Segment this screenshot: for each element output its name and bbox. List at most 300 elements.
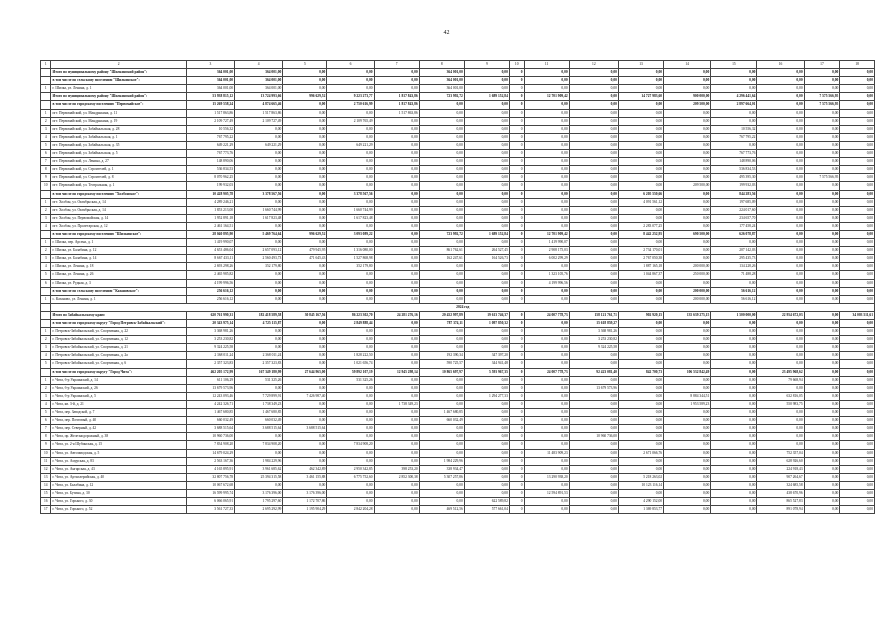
value-cell: 0,00 bbox=[804, 295, 840, 303]
value-cell: 0,00 bbox=[524, 336, 569, 344]
row-number-cell: 1 bbox=[41, 85, 51, 93]
value-cell: 5 218 263,02 bbox=[618, 473, 663, 481]
value-cell: 0,00 bbox=[374, 457, 419, 465]
value-cell: 0,00 bbox=[757, 279, 804, 287]
value-cell: 0,00 bbox=[283, 166, 327, 174]
value-cell: 0,00 bbox=[804, 481, 840, 489]
value-cell: 0,00 bbox=[757, 150, 804, 158]
value-cell: 0 bbox=[509, 150, 524, 158]
table-row bbox=[41, 222, 875, 230]
value-cell: 0,00 bbox=[804, 141, 840, 149]
value-cell: 0,00 bbox=[804, 473, 840, 481]
value-cell: 0,00 bbox=[840, 295, 875, 303]
column-number-header: 7 bbox=[374, 61, 419, 69]
value-cell: 0,00 bbox=[664, 473, 711, 481]
value-cell: 1 517 863,86 bbox=[374, 109, 419, 117]
value-cell: 0,00 bbox=[419, 489, 464, 497]
value-cell: 0,00 bbox=[618, 182, 663, 190]
address-cell: Итого по Забайкальскому краю: bbox=[51, 311, 186, 319]
value-cell: 0,00 bbox=[664, 133, 711, 141]
value-cell: 0,00 bbox=[524, 198, 569, 206]
value-cell: 531 325,26 bbox=[235, 376, 283, 384]
value-cell: 0,00 bbox=[711, 85, 757, 93]
value-cell: 0,00 bbox=[664, 409, 711, 417]
value-cell: 4 242 326,71 bbox=[186, 400, 234, 408]
column-number-header: 3 bbox=[186, 61, 234, 69]
value-cell: 0,00 bbox=[664, 433, 711, 441]
value-cell: 2 283 077,25 bbox=[618, 222, 663, 230]
table-row bbox=[41, 206, 875, 214]
value-cell: 0,00 bbox=[524, 174, 569, 182]
table-row bbox=[41, 158, 875, 166]
value-cell: 7 834 908,20 bbox=[186, 441, 234, 449]
value-cell: 0,00 bbox=[419, 214, 464, 222]
value-cell: 2 461 164,51 bbox=[186, 222, 234, 230]
value-cell: 0,00 bbox=[569, 489, 618, 497]
value-cell: 0,00 bbox=[711, 409, 757, 417]
value-cell: 0 bbox=[509, 85, 524, 93]
column-number-header: 12 bbox=[569, 61, 618, 69]
value-cell: 0,00 bbox=[464, 214, 509, 222]
value-cell: 0,00 bbox=[618, 376, 663, 384]
value-cell: 0,00 bbox=[524, 481, 569, 489]
value-cell: 0,00 bbox=[664, 255, 711, 263]
value-cell: 0,00 bbox=[569, 247, 618, 255]
value-cell: 0,00 bbox=[374, 498, 419, 506]
value-cell: 1 952 891,18 bbox=[186, 214, 234, 222]
value-cell: 1 738 349,23 bbox=[374, 400, 419, 408]
column-number-header: 1 bbox=[41, 61, 51, 69]
value-cell: 0,00 bbox=[840, 473, 875, 481]
value-cell: 0,00 bbox=[569, 190, 618, 198]
value-cell: 0,00 bbox=[374, 506, 419, 514]
value-cell: 0 bbox=[509, 400, 524, 408]
value-cell: 0,00 bbox=[569, 360, 618, 368]
value-cell: 0,00 bbox=[664, 489, 711, 497]
value-cell: 0,00 bbox=[327, 433, 374, 441]
value-cell: 0,00 bbox=[327, 384, 374, 392]
value-cell: 2 734 170,01 bbox=[618, 247, 663, 255]
value-cell: 0,00 bbox=[757, 287, 804, 295]
table-row bbox=[41, 360, 875, 368]
table-row bbox=[41, 247, 875, 255]
value-cell: 0 bbox=[509, 344, 524, 352]
value-cell: 752 357,04 bbox=[757, 449, 804, 457]
table-row bbox=[41, 473, 875, 481]
value-cell: 0,00 bbox=[419, 239, 464, 247]
table-row bbox=[41, 182, 875, 190]
value-cell: 0,00 bbox=[840, 230, 875, 238]
value-cell: 338 934,47 bbox=[419, 465, 464, 473]
value-cell: 5 469 764,64 bbox=[235, 230, 283, 238]
value-cell: 0,00 bbox=[374, 247, 419, 255]
value-cell: 0,00 bbox=[374, 239, 419, 247]
column-number-header: 17 bbox=[804, 61, 840, 69]
value-cell: 0,00 bbox=[804, 150, 840, 158]
value-cell: 0,00 bbox=[374, 77, 419, 85]
value-cell: 0,00 bbox=[618, 392, 663, 400]
value-cell: 0,00 bbox=[464, 77, 509, 85]
value-cell: 86 223 302,70 bbox=[327, 311, 374, 319]
value-cell: 0,00 bbox=[374, 166, 419, 174]
value-cell: 0,00 bbox=[327, 150, 374, 158]
value-cell: 0,00 bbox=[664, 214, 711, 222]
table-row bbox=[41, 69, 875, 77]
value-cell: 0,00 bbox=[711, 328, 757, 336]
table-row bbox=[41, 376, 875, 384]
value-cell: 626 078,87 bbox=[711, 230, 757, 238]
value-cell: 1 660 744,99 bbox=[327, 206, 374, 214]
value-cell: 0 bbox=[509, 190, 524, 198]
value-cell: 0,00 bbox=[711, 433, 757, 441]
value-cell: 0,00 bbox=[618, 344, 663, 352]
value-cell: 10 960 736,00 bbox=[186, 433, 234, 441]
row-number-cell: 10 bbox=[41, 182, 51, 190]
row-number-cell: 6 bbox=[41, 279, 51, 287]
value-cell: 0 bbox=[509, 409, 524, 417]
value-cell: 364 001,00 bbox=[419, 69, 464, 77]
value-cell: 0,00 bbox=[757, 93, 804, 101]
value-cell: 0,00 bbox=[840, 263, 875, 271]
value-cell: 0 bbox=[509, 295, 524, 303]
value-cell: 1 689 152,84 bbox=[464, 93, 509, 101]
value-cell: 0 bbox=[509, 320, 524, 328]
value-cell: 14 727 983,60 bbox=[618, 93, 663, 101]
value-cell: 0,00 bbox=[464, 400, 509, 408]
value-cell: 0,00 bbox=[464, 481, 509, 489]
value-cell: 0,00 bbox=[235, 198, 283, 206]
value-cell: 0,00 bbox=[711, 481, 757, 489]
value-cell: 0,00 bbox=[618, 295, 663, 303]
value-cell: 0,00 bbox=[569, 263, 618, 271]
value-cell: 0,00 bbox=[464, 489, 509, 497]
value-cell: 8 070 962,25 bbox=[186, 174, 234, 182]
value-cell: 0,00 bbox=[327, 295, 374, 303]
row-number-cell: 4 bbox=[41, 222, 51, 230]
value-cell: 0,00 bbox=[711, 384, 757, 392]
value-cell: 200 000,00 bbox=[664, 263, 711, 271]
value-cell: 0,00 bbox=[283, 263, 327, 271]
value-cell: 0,00 bbox=[840, 198, 875, 206]
value-cell: 0 bbox=[509, 158, 524, 166]
value-cell: 0,00 bbox=[757, 222, 804, 230]
address-cell: г. Петровск-Забайкальский, ул. Спортивная, д. 22 bbox=[51, 328, 186, 336]
value-cell: 0,00 bbox=[840, 133, 875, 141]
address-cell: г. Шилка, ул. Ленина, д. 26 bbox=[51, 271, 186, 279]
row-number-cell: 5 bbox=[41, 360, 51, 368]
value-cell: 0,00 bbox=[664, 457, 711, 465]
row-number-cell: 5 bbox=[41, 271, 51, 279]
value-cell: 0 bbox=[509, 125, 524, 133]
value-cell: 0,00 bbox=[757, 384, 804, 392]
value-cell: 0 bbox=[509, 287, 524, 295]
table-row bbox=[41, 328, 875, 336]
value-cell: 1 316 080,00 bbox=[327, 247, 374, 255]
row-number-cell: 3 bbox=[41, 214, 51, 222]
value-cell: 19 613 746,37 bbox=[464, 311, 509, 319]
value-cell: 0,00 bbox=[757, 441, 804, 449]
value-cell: 2 750 616,99 bbox=[327, 101, 374, 109]
value-cell: 0,00 bbox=[327, 109, 374, 117]
value-cell: 0,00 bbox=[419, 222, 464, 230]
value-cell: 0 bbox=[509, 166, 524, 174]
value-cell: 0,00 bbox=[524, 425, 569, 433]
address-cell: г. Чита, б-р Украинский, д. 5 bbox=[51, 392, 186, 400]
value-cell: 0,00 bbox=[664, 441, 711, 449]
value-cell: 0 bbox=[509, 271, 524, 279]
value-cell: 0,00 bbox=[664, 222, 711, 230]
value-cell: 0,00 bbox=[419, 150, 464, 158]
address-cell: пгт. Первомайский, ул. Забайкальская, д. 35 bbox=[51, 141, 186, 149]
value-cell: 0,00 bbox=[757, 295, 804, 303]
table-row bbox=[41, 465, 875, 473]
value-cell: 0,00 bbox=[524, 190, 569, 198]
value-cell: 0 bbox=[509, 93, 524, 101]
value-cell: 27 644 965,00 bbox=[283, 368, 327, 376]
row-number-cell: 9 bbox=[41, 441, 51, 449]
value-cell: 0 bbox=[509, 457, 524, 465]
table-row bbox=[41, 425, 875, 433]
value-cell: 0,00 bbox=[374, 449, 419, 457]
value-cell: 0,00 bbox=[569, 69, 618, 77]
value-cell: 167 349 180,99 bbox=[235, 368, 283, 376]
row-number-cell: 1 bbox=[41, 328, 51, 336]
value-cell: 0,00 bbox=[419, 441, 464, 449]
value-cell: 660 032,49 bbox=[419, 417, 464, 425]
address-cell: г. Чита, ул. Бутина, д. 30 bbox=[51, 489, 186, 497]
table-row bbox=[41, 101, 875, 109]
value-cell: 0,00 bbox=[664, 336, 711, 344]
value-cell: 3 461 155,88 bbox=[283, 473, 327, 481]
value-cell: 0,00 bbox=[374, 182, 419, 190]
value-cell: 0,00 bbox=[711, 400, 757, 408]
value-cell: 0,00 bbox=[235, 433, 283, 441]
value-cell: 0,00 bbox=[711, 279, 757, 287]
value-cell: 0,00 bbox=[419, 336, 464, 344]
table-row bbox=[41, 230, 875, 238]
table-row bbox=[41, 239, 875, 247]
value-cell: 0,00 bbox=[374, 69, 419, 77]
value-cell: 907 264,67 bbox=[757, 473, 804, 481]
value-cell: 0,00 bbox=[804, 400, 840, 408]
column-number-header: 15 bbox=[711, 61, 757, 69]
value-cell: 28 040 895,90 bbox=[186, 230, 234, 238]
address-cell: г. Чита, пер. Заводской, д. 7 bbox=[51, 409, 186, 417]
value-cell: 0,00 bbox=[374, 425, 419, 433]
value-cell: 0,00 bbox=[524, 158, 569, 166]
value-cell: 0,00 bbox=[283, 449, 327, 457]
value-cell: 0,00 bbox=[374, 392, 419, 400]
value-cell: 0,00 bbox=[524, 417, 569, 425]
value-cell: 0 bbox=[509, 417, 524, 425]
row-number-cell: 15 bbox=[41, 489, 51, 497]
address-cell: г. Чита, ул. Горького, д. 52 bbox=[51, 506, 186, 514]
address-cell: пгт. Холбон, ул. Пролетарская, д. 12 bbox=[51, 222, 186, 230]
value-cell: 611 106,29 bbox=[186, 376, 234, 384]
address-cell: пгт. Первомайский, ул. Мандрыкина, д. 19 bbox=[51, 117, 186, 125]
address-cell: г. Шилка, ул. Ленина, д. 1 bbox=[51, 85, 186, 93]
value-cell: 462 205 172,99 bbox=[186, 368, 234, 376]
value-cell: 0,00 bbox=[419, 166, 464, 174]
value-cell: 0,00 bbox=[464, 465, 509, 473]
value-cell: 7 575 566,95 bbox=[804, 174, 840, 182]
value-cell: 16 599 995,74 bbox=[186, 489, 234, 497]
value-cell: 1 517 863,86 bbox=[235, 109, 283, 117]
value-cell: 0,00 bbox=[804, 109, 840, 117]
value-cell: 0,00 bbox=[804, 376, 840, 384]
value-cell: 0,00 bbox=[804, 255, 840, 263]
table-row bbox=[41, 336, 875, 344]
value-cell: 10 067 672,68 bbox=[186, 481, 234, 489]
value-cell: 0,00 bbox=[711, 352, 757, 360]
value-cell: 0,00 bbox=[419, 263, 464, 271]
value-cell: 0,00 bbox=[664, 328, 711, 336]
value-cell: 0,00 bbox=[524, 117, 569, 125]
row-number-cell: 2 bbox=[41, 206, 51, 214]
value-cell: 0,00 bbox=[374, 230, 419, 238]
value-cell: 0,00 bbox=[419, 182, 464, 190]
value-cell: 0,00 bbox=[524, 376, 569, 384]
value-cell: 364 001,00 bbox=[186, 77, 234, 85]
row-number-cell bbox=[41, 230, 51, 238]
row-number-cell: 6 bbox=[41, 150, 51, 158]
table-row bbox=[41, 352, 875, 360]
table-row bbox=[41, 433, 875, 441]
value-cell: 209 500,00 bbox=[664, 101, 711, 109]
value-cell: 0,00 bbox=[283, 271, 327, 279]
value-cell: 2 693 298,26 bbox=[186, 263, 234, 271]
address-cell: в том числе по городскому поселению "Первомайское": bbox=[51, 101, 186, 109]
value-cell: 2 560 493,73 bbox=[235, 255, 283, 263]
row-number-cell: 4 bbox=[41, 352, 51, 360]
row-number-cell: 5 bbox=[41, 409, 51, 417]
value-cell: 0,00 bbox=[757, 85, 804, 93]
address-cell: г. Чита, кв. 3-й, д. 21 bbox=[51, 400, 186, 408]
value-cell: 0,00 bbox=[840, 368, 875, 376]
value-cell: 0,00 bbox=[235, 150, 283, 158]
address-cell: г. Чита, пер. Северный, д. 42 bbox=[51, 425, 186, 433]
value-cell: 0,00 bbox=[374, 384, 419, 392]
value-cell: 0,00 bbox=[664, 117, 711, 125]
value-cell: 0,00 bbox=[464, 117, 509, 125]
table-row bbox=[41, 150, 875, 158]
value-cell: 0,00 bbox=[524, 465, 569, 473]
value-cell: 0,00 bbox=[711, 489, 757, 497]
value-cell: 0 bbox=[509, 311, 524, 319]
value-cell: 0,00 bbox=[374, 336, 419, 344]
value-cell: 0,00 bbox=[618, 174, 663, 182]
value-cell: 0,00 bbox=[419, 392, 464, 400]
value-cell: 1 467 680,85 bbox=[186, 409, 234, 417]
value-cell: 690 500,00 bbox=[664, 230, 711, 238]
value-cell: 0,00 bbox=[804, 384, 840, 392]
value-cell: 0,00 bbox=[711, 392, 757, 400]
value-cell: 8 667 433,11 bbox=[186, 255, 234, 263]
value-cell: 0,00 bbox=[327, 344, 374, 352]
value-cell: 0,00 bbox=[711, 360, 757, 368]
value-cell: 207 142,03 bbox=[711, 247, 757, 255]
value-cell: 660 032,49 bbox=[235, 417, 283, 425]
value-cell: 0,00 bbox=[664, 465, 711, 473]
value-cell: 0,00 bbox=[840, 425, 875, 433]
value-cell: 0,00 bbox=[618, 433, 663, 441]
row-number-cell bbox=[41, 93, 51, 101]
value-cell: 20 343 975,14 bbox=[186, 320, 234, 328]
value-cell: 0,00 bbox=[804, 417, 840, 425]
row-number-cell: 12 bbox=[41, 465, 51, 473]
value-cell: 0,00 bbox=[757, 77, 804, 85]
value-cell: 0,00 bbox=[374, 489, 419, 497]
value-cell: 0 bbox=[509, 206, 524, 214]
value-cell: 0,00 bbox=[327, 182, 374, 190]
value-cell: 8 442 252,95 bbox=[618, 230, 663, 238]
value-cell: 0,00 bbox=[840, 182, 875, 190]
value-cell: 0,00 bbox=[327, 409, 374, 417]
table-row bbox=[41, 133, 875, 141]
value-cell: 7 834 908,20 bbox=[235, 441, 283, 449]
value-cell: 347 397,20 bbox=[464, 352, 509, 360]
value-cell: 0,00 bbox=[327, 222, 374, 230]
value-cell: 0,00 bbox=[618, 328, 663, 336]
value-cell: 0,00 bbox=[840, 498, 875, 506]
value-cell: 0,00 bbox=[804, 465, 840, 473]
value-cell: 148 890,06 bbox=[186, 158, 234, 166]
value-cell: 0,00 bbox=[235, 125, 283, 133]
value-cell: 0 bbox=[509, 239, 524, 247]
value-cell: 0,00 bbox=[840, 174, 875, 182]
value-cell: 0 bbox=[509, 263, 524, 271]
value-cell: 0,00 bbox=[374, 117, 419, 125]
value-cell: 0,00 bbox=[711, 109, 757, 117]
value-cell: 0,00 bbox=[569, 392, 618, 400]
value-cell: 0,00 bbox=[804, 287, 840, 295]
value-cell: 0,00 bbox=[283, 360, 327, 368]
value-cell: 0 bbox=[509, 473, 524, 481]
value-cell: 0,00 bbox=[618, 77, 663, 85]
address-cell: пгт. Холбон, ул. Первомайская, д. 14 bbox=[51, 214, 186, 222]
value-cell: 649 221,29 bbox=[327, 141, 374, 149]
value-cell: 92 423 081,40 bbox=[569, 368, 618, 376]
value-cell: 0,00 bbox=[757, 190, 804, 198]
value-cell: 0,00 bbox=[283, 125, 327, 133]
value-cell: 364 001,00 bbox=[235, 77, 283, 85]
value-cell: 495 395,30 bbox=[711, 174, 757, 182]
column-number-header: 18 bbox=[840, 61, 875, 69]
value-cell: 1 887 165,18 bbox=[618, 263, 663, 271]
value-cell: 1 172 707,86 bbox=[283, 498, 327, 506]
value-cell: 0,00 bbox=[283, 344, 327, 352]
value-cell: 0,00 bbox=[757, 247, 804, 255]
value-cell: 660 032,49 bbox=[186, 417, 234, 425]
value-cell: 182 418 589,58 bbox=[235, 311, 283, 319]
value-cell: 0,00 bbox=[419, 384, 464, 392]
value-cell: 0 bbox=[509, 141, 524, 149]
table-row bbox=[41, 117, 875, 125]
value-cell: 24 007 778,73 bbox=[524, 311, 569, 319]
value-cell: 0,00 bbox=[569, 255, 618, 263]
value-cell: 256 616,12 bbox=[186, 287, 234, 295]
value-cell: 0,00 bbox=[569, 481, 618, 489]
value-cell: 0,00 bbox=[419, 125, 464, 133]
value-cell: 0,00 bbox=[569, 400, 618, 408]
value-cell: 0,00 bbox=[235, 449, 283, 457]
value-cell: 0,00 bbox=[757, 255, 804, 263]
value-cell: 2 368 011,24 bbox=[186, 352, 234, 360]
table-row bbox=[41, 303, 875, 311]
value-cell: 3 688 515,64 bbox=[235, 425, 283, 433]
value-cell: 11 483 909,23 bbox=[524, 449, 569, 457]
value-cell: 0,00 bbox=[524, 101, 569, 109]
